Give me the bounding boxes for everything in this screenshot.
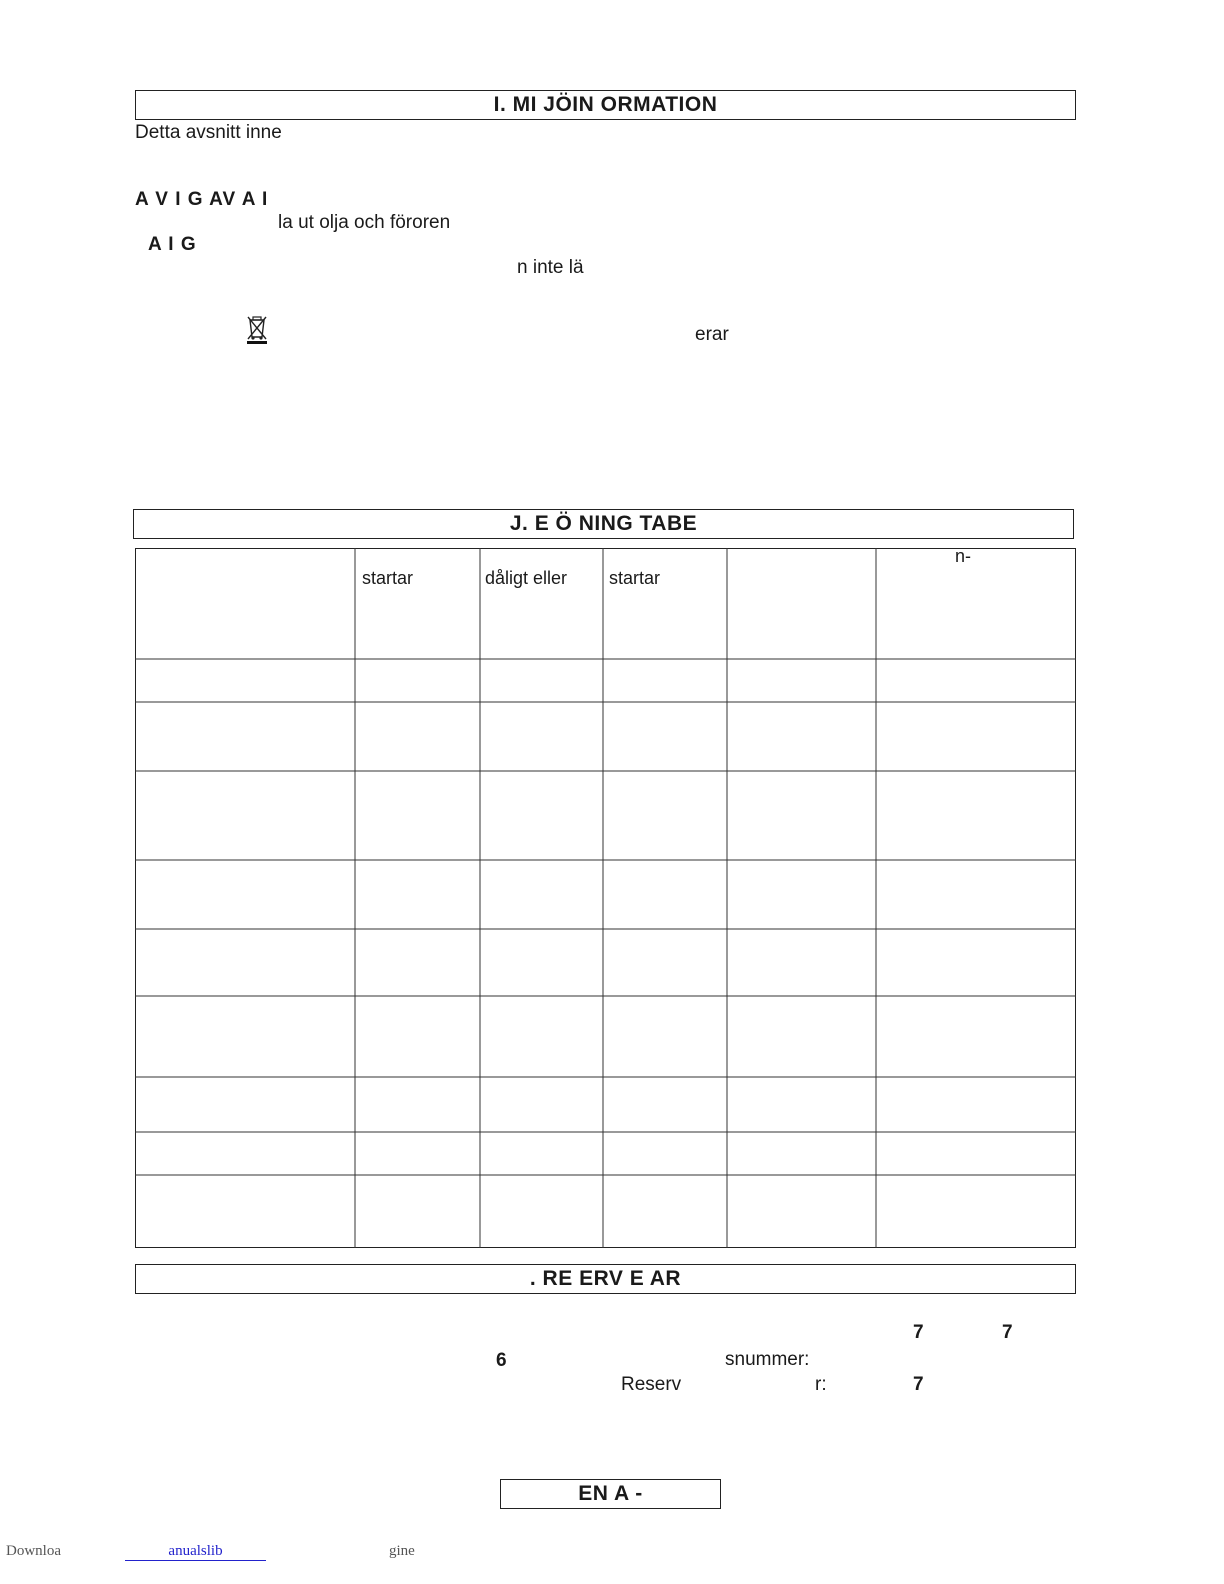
caution-text: n inte lä bbox=[517, 257, 584, 278]
recycle-text: erar bbox=[695, 324, 729, 345]
section-heading-j: J. E Ö NING TABE bbox=[133, 509, 1074, 539]
weee-bin-icon bbox=[244, 313, 270, 345]
table-header-col6: n- bbox=[955, 546, 972, 566]
table-grid bbox=[135, 548, 1076, 1248]
table-header-col3: dåligt eller bbox=[485, 568, 568, 588]
section-i-intro: Detta avsnitt inne bbox=[135, 122, 282, 143]
reserv-label-2b: snummer: bbox=[725, 1349, 810, 1370]
reserv-value-2a: 6 bbox=[496, 1350, 507, 1371]
reserv-label-3b: r: bbox=[815, 1374, 827, 1395]
table-header-col4: startar bbox=[609, 568, 661, 588]
section-heading-i: I. MI JÖIN ORMATION bbox=[135, 90, 1076, 120]
reserv-label-3a: Reserv bbox=[621, 1374, 682, 1395]
warning-title: A V I G AV A I bbox=[135, 189, 269, 210]
page-label: EN A - bbox=[500, 1479, 721, 1509]
footer-right: gine bbox=[389, 1543, 415, 1559]
footer-link-text[interactable]: anualslib bbox=[168, 1543, 223, 1559]
footer-link[interactable] bbox=[125, 1543, 266, 1561]
reserv-value-1a: 7 bbox=[913, 1322, 924, 1343]
reserv-value-1b: 7 bbox=[1002, 1322, 1013, 1343]
caution-title: A I G bbox=[148, 234, 197, 255]
section-heading-reserv: . RE ERV E AR bbox=[135, 1264, 1076, 1294]
table-header-col2: startar bbox=[362, 568, 414, 588]
troubleshooting-table bbox=[135, 548, 1076, 1248]
warning-text: la ut olja och föroren bbox=[278, 212, 451, 233]
footer-left: Downloa bbox=[6, 1543, 61, 1559]
reserv-value-3c: 7 bbox=[913, 1374, 924, 1395]
